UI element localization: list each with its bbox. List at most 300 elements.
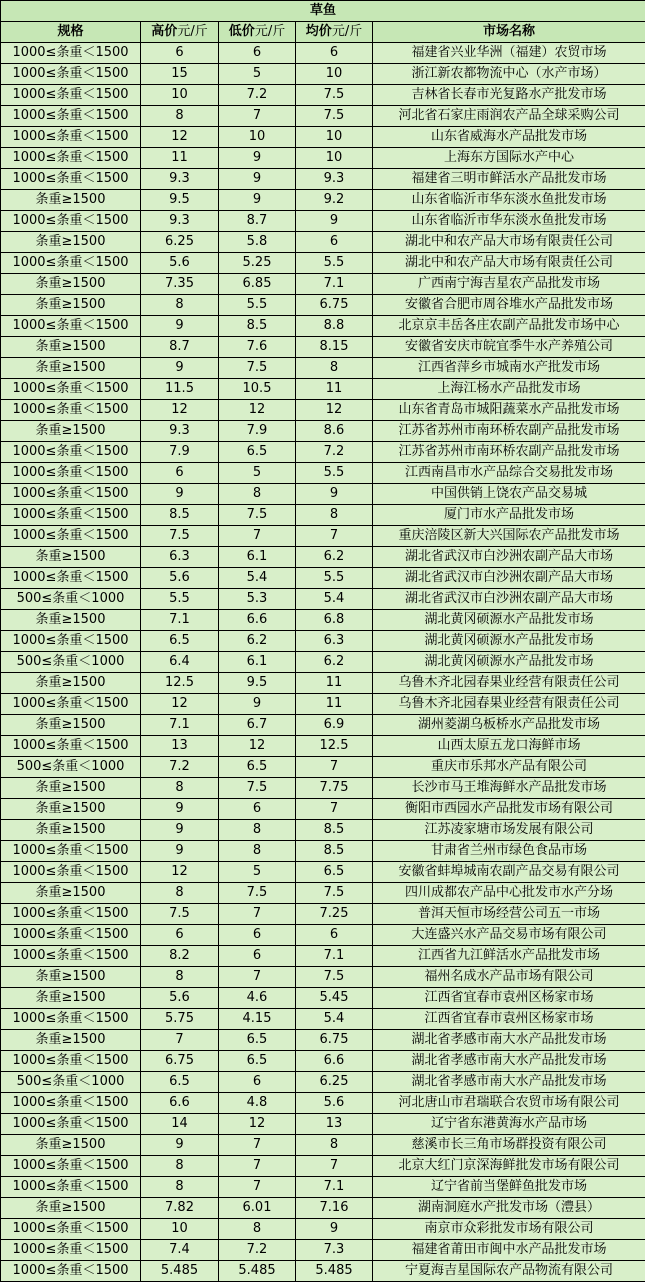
- table-row: [1, 631, 645, 652]
- table-row: [1, 358, 645, 379]
- table-row: [1, 904, 645, 925]
- spec-cell: 1000≤条重＜1500: [1, 568, 141, 589]
- spec-cell: 条重≥1500: [1, 337, 141, 358]
- high-price-cell: 8.7: [141, 337, 219, 358]
- market-name-cell: 重庆涪陵区新大兴国际农产品批发市场: [373, 526, 645, 547]
- market-name-cell: 长沙市马王堆海鲜水产品批发市场: [373, 778, 645, 799]
- low-price-cell: 5: [219, 64, 296, 85]
- low-price-cell: 7.5: [219, 883, 296, 904]
- spec-cell: 1000≤条重＜1500: [1, 904, 141, 925]
- high-price-cell: 6.75: [141, 1051, 219, 1072]
- high-price-cell: 9: [141, 841, 219, 862]
- low-price-cell: 5.3: [219, 589, 296, 610]
- avg-price-cell: 9: [296, 211, 373, 232]
- high-price-cell: 12.5: [141, 673, 219, 694]
- avg-price-cell: 12.5: [296, 736, 373, 757]
- avg-price-cell: 9: [296, 1219, 373, 1240]
- market-name-cell: 湖北省武汉市白沙洲农副产品大市场: [373, 547, 645, 568]
- avg-price-cell: 7.75: [296, 778, 373, 799]
- spec-cell: 条重≥1500: [1, 778, 141, 799]
- avg-price-cell: 8.6: [296, 421, 373, 442]
- table-row: [1, 967, 645, 988]
- spec-cell: 条重≥1500: [1, 1198, 141, 1219]
- avg-price-cell: 8.5: [296, 841, 373, 862]
- spec-cell: 1000≤条重＜1500: [1, 1177, 141, 1198]
- avg-price-cell: 7: [296, 1156, 373, 1177]
- avg-price-cell: 11: [296, 673, 373, 694]
- high-price-cell: 7.2: [141, 757, 219, 778]
- avg-price-cell: 11: [296, 379, 373, 400]
- high-price-cell: 8.5: [141, 505, 219, 526]
- header-market: 市场名称: [373, 22, 645, 43]
- avg-price-cell: 6: [296, 232, 373, 253]
- market-name-cell: 江西省九江鲜活水产品批发市场: [373, 946, 645, 967]
- high-price-cell: 5.6: [141, 988, 219, 1009]
- low-price-cell: 6.5: [219, 1051, 296, 1072]
- high-price-cell: 9: [141, 820, 219, 841]
- spec-cell: 1000≤条重＜1500: [1, 1156, 141, 1177]
- avg-price-cell: 13: [296, 1114, 373, 1135]
- header-high: [141, 22, 219, 43]
- avg-price-cell: 6.9: [296, 715, 373, 736]
- table-row: [1, 1051, 645, 1072]
- spec-cell: 1000≤条重＜1500: [1, 169, 141, 190]
- market-name-cell: 安徽省合肥市周谷堆水产品批发市场: [373, 295, 645, 316]
- spec-cell: 条重≥1500: [1, 1135, 141, 1156]
- spec-cell: 条重≥1500: [1, 1030, 141, 1051]
- high-price-cell: 6: [141, 463, 219, 484]
- spec-cell: 1000≤条重＜1500: [1, 316, 141, 337]
- table-row: [1, 862, 645, 883]
- high-price-cell: 12: [141, 400, 219, 421]
- market-name-cell: 山东省青岛市城阳蔬菜水产品批发市场: [373, 400, 645, 421]
- market-name-cell: 山东省临沂市华东淡水鱼批发市场: [373, 190, 645, 211]
- spec-cell: 1000≤条重＜1500: [1, 526, 141, 547]
- low-price-cell: 6.1: [219, 652, 296, 673]
- spec-cell: 1000≤条重＜1500: [1, 1009, 141, 1030]
- spec-cell: 条重≥1500: [1, 610, 141, 631]
- high-price-cell: 9: [141, 1135, 219, 1156]
- low-price-cell: 5: [219, 862, 296, 883]
- high-price-cell: 5.6: [141, 568, 219, 589]
- table-row: [1, 253, 645, 274]
- spec-cell: 条重≥1500: [1, 673, 141, 694]
- spec-cell: 1000≤条重＜1500: [1, 484, 141, 505]
- high-price-cell: 7.4: [141, 1240, 219, 1261]
- avg-price-cell: 5.5: [296, 463, 373, 484]
- spec-cell: 1000≤条重＜1500: [1, 43, 141, 64]
- low-price-cell: 6.5: [219, 1030, 296, 1051]
- table-row: [1, 673, 645, 694]
- table-row: [1, 820, 645, 841]
- low-price-cell: 8.7: [219, 211, 296, 232]
- avg-price-cell: 6.2: [296, 547, 373, 568]
- high-price-cell: 8: [141, 967, 219, 988]
- table-row: [1, 421, 645, 442]
- market-name-cell: 乌鲁木齐北园春果业经营有限责任公司: [373, 694, 645, 715]
- low-price-cell: 7.2: [219, 1240, 296, 1261]
- high-price-cell: 12: [141, 862, 219, 883]
- avg-price-cell: 6.6: [296, 1051, 373, 1072]
- spec-cell: 条重≥1500: [1, 190, 141, 211]
- table-row: [1, 295, 645, 316]
- market-name-cell: 河北唐山市君瑞联合农贸市场有限公司: [373, 1093, 645, 1114]
- table-row: [1, 694, 645, 715]
- table-row: [1, 211, 645, 232]
- low-price-cell: 6: [219, 799, 296, 820]
- avg-price-cell: 10: [296, 127, 373, 148]
- low-price-cell: 6: [219, 43, 296, 64]
- avg-price-cell: 7.5: [296, 85, 373, 106]
- market-name-cell: 辽宁省前当堡鲜鱼批发市场: [373, 1177, 645, 1198]
- high-price-cell: 11.5: [141, 379, 219, 400]
- avg-price-cell: 7.1: [296, 1177, 373, 1198]
- market-name-cell: 湖北黄冈硕源水产品批发市场: [373, 631, 645, 652]
- high-price-cell: 6.25: [141, 232, 219, 253]
- header-spec: 规格: [1, 22, 141, 43]
- spec-cell: 1000≤条重＜1500: [1, 631, 141, 652]
- high-price-cell: 12: [141, 127, 219, 148]
- low-price-cell: 7: [219, 904, 296, 925]
- low-price-cell: 6: [219, 946, 296, 967]
- market-name-cell: 江西省宜春市袁州区杨家市场: [373, 988, 645, 1009]
- low-price-cell: 9.5: [219, 673, 296, 694]
- avg-price-cell: 7.16: [296, 1198, 373, 1219]
- table-row: [1, 946, 645, 967]
- table-row: [1, 274, 645, 295]
- high-price-cell: 13: [141, 736, 219, 757]
- spec-cell: 条重≥1500: [1, 232, 141, 253]
- high-price-cell: 7.82: [141, 1198, 219, 1219]
- low-price-cell: 8: [219, 820, 296, 841]
- avg-price-cell: 9: [296, 484, 373, 505]
- low-price-cell: 5.8: [219, 232, 296, 253]
- header-low-label: 低价: [228, 24, 255, 39]
- low-price-cell: 5.25: [219, 253, 296, 274]
- high-price-cell: 7.1: [141, 610, 219, 631]
- market-name-cell: 衡阳市西园水产品批发市场有限公司: [373, 799, 645, 820]
- high-price-cell: 7.5: [141, 904, 219, 925]
- table-row: [1, 1114, 645, 1135]
- avg-price-cell: 7: [296, 526, 373, 547]
- table-row: [1, 505, 645, 526]
- header-avg-unit: 元/斤: [331, 24, 363, 39]
- high-price-cell: 9.3: [141, 211, 219, 232]
- market-name-cell: 江西南昌市水产品综合交易批发市场: [373, 463, 645, 484]
- avg-price-cell: 5.4: [296, 589, 373, 610]
- table-body: [1, 43, 645, 1282]
- high-price-cell: 9.5: [141, 190, 219, 211]
- low-price-cell: 5: [219, 463, 296, 484]
- market-name-cell: 慈溪市长三角市场群投资有限公司: [373, 1135, 645, 1156]
- low-price-cell: 8: [219, 841, 296, 862]
- low-price-cell: 10: [219, 127, 296, 148]
- spec-cell: 1000≤条重＜1500: [1, 400, 141, 421]
- avg-price-cell: 7: [296, 757, 373, 778]
- high-price-cell: 9.3: [141, 421, 219, 442]
- market-name-cell: 安徽省蚌埠城南农副产品交易有限公司: [373, 862, 645, 883]
- avg-price-cell: 6.3: [296, 631, 373, 652]
- table-row: [1, 232, 645, 253]
- high-price-cell: 9: [141, 316, 219, 337]
- table-row: [1, 127, 645, 148]
- market-name-cell: 宁夏海吉星国际农产品物流有限公司: [373, 1261, 645, 1282]
- avg-price-cell: 8: [296, 1135, 373, 1156]
- avg-price-cell: 8.15: [296, 337, 373, 358]
- table-row: [1, 715, 645, 736]
- avg-price-cell: 5.5: [296, 568, 373, 589]
- avg-price-cell: 9.2: [296, 190, 373, 211]
- header-row: [1, 22, 645, 43]
- low-price-cell: 6.1: [219, 547, 296, 568]
- avg-price-cell: 5.485: [296, 1261, 373, 1282]
- high-price-cell: 9: [141, 484, 219, 505]
- avg-price-cell: 6.25: [296, 1072, 373, 1093]
- high-price-cell: 8: [141, 883, 219, 904]
- avg-price-cell: 8.8: [296, 316, 373, 337]
- table-row: [1, 1156, 645, 1177]
- market-name-cell: 福建省兴业华洲（福建）农贸市场: [373, 43, 645, 64]
- low-price-cell: 10.5: [219, 379, 296, 400]
- market-name-cell: 浙江新农都物流中心（水产市场）: [373, 64, 645, 85]
- low-price-cell: 8.5: [219, 316, 296, 337]
- spec-cell: 条重≥1500: [1, 988, 141, 1009]
- table-row: [1, 736, 645, 757]
- avg-price-cell: 5.45: [296, 988, 373, 1009]
- avg-price-cell: 7.25: [296, 904, 373, 925]
- low-price-cell: 12: [219, 400, 296, 421]
- avg-price-cell: 6: [296, 925, 373, 946]
- spec-cell: 1000≤条重＜1500: [1, 925, 141, 946]
- table-row: [1, 589, 645, 610]
- table-row: [1, 925, 645, 946]
- table-title: 草鱼: [1, 1, 645, 22]
- low-price-cell: 7.5: [219, 358, 296, 379]
- spec-cell: 1000≤条重＜1500: [1, 1219, 141, 1240]
- table-row: [1, 337, 645, 358]
- high-price-cell: 8: [141, 1156, 219, 1177]
- spec-cell: 1000≤条重＜1500: [1, 841, 141, 862]
- table-row: [1, 1261, 645, 1282]
- spec-cell: 500≤条重＜1000: [1, 589, 141, 610]
- high-price-cell: 5.5: [141, 589, 219, 610]
- low-price-cell: 7.2: [219, 85, 296, 106]
- market-name-cell: 湖州菱湖乌板桥水产品批发市场: [373, 715, 645, 736]
- market-name-cell: 湖北黄冈硕源水产品批发市场: [373, 610, 645, 631]
- high-price-cell: 5.6: [141, 253, 219, 274]
- table-row: [1, 1009, 645, 1030]
- high-price-cell: 15: [141, 64, 219, 85]
- market-name-cell: 四川成都农产品中心批发市水产分场: [373, 883, 645, 904]
- spec-cell: 1000≤条重＜1500: [1, 253, 141, 274]
- avg-price-cell: 7: [296, 799, 373, 820]
- spec-cell: 1000≤条重＜1500: [1, 442, 141, 463]
- low-price-cell: 7: [219, 106, 296, 127]
- spec-cell: 1000≤条重＜1500: [1, 1093, 141, 1114]
- market-name-cell: 福州名成水产品市场有限公司: [373, 967, 645, 988]
- spec-cell: 条重≥1500: [1, 295, 141, 316]
- header-avg-label: 均价: [305, 24, 332, 39]
- table-row: [1, 43, 645, 64]
- high-price-cell: 5.75: [141, 1009, 219, 1030]
- high-price-cell: 7.35: [141, 274, 219, 295]
- low-price-cell: 8: [219, 484, 296, 505]
- low-price-cell: 12: [219, 736, 296, 757]
- market-name-cell: 山东省临沂市华东淡水鱼批发市场: [373, 211, 645, 232]
- low-price-cell: 7.5: [219, 505, 296, 526]
- spec-cell: 1000≤条重＜1500: [1, 1114, 141, 1135]
- low-price-cell: 7.5: [219, 778, 296, 799]
- table-row: [1, 757, 645, 778]
- low-price-cell: 7.6: [219, 337, 296, 358]
- market-name-cell: 乌鲁木齐北园春果业经营有限责任公司: [373, 673, 645, 694]
- low-price-cell: 4.15: [219, 1009, 296, 1030]
- header-low-unit: 元/斤: [254, 24, 286, 39]
- table-row: [1, 841, 645, 862]
- market-name-cell: 江西省萍乡市城南水产批发市场: [373, 358, 645, 379]
- avg-price-cell: 7.5: [296, 967, 373, 988]
- low-price-cell: 7: [219, 1156, 296, 1177]
- table-row: [1, 1219, 645, 1240]
- avg-price-cell: 10: [296, 64, 373, 85]
- high-price-cell: 7.5: [141, 526, 219, 547]
- spec-cell: 1000≤条重＜1500: [1, 379, 141, 400]
- table-row: [1, 64, 645, 85]
- high-price-cell: 9: [141, 358, 219, 379]
- high-price-cell: 7: [141, 1030, 219, 1051]
- table-row: [1, 1198, 645, 1219]
- high-price-cell: 6.6: [141, 1093, 219, 1114]
- low-price-cell: 6.7: [219, 715, 296, 736]
- table-row: [1, 1030, 645, 1051]
- table-row: [1, 106, 645, 127]
- table-row: [1, 1135, 645, 1156]
- spec-cell: 500≤条重＜1000: [1, 757, 141, 778]
- market-name-cell: 安徽省安庆市皖宜季牛水产养殖公司: [373, 337, 645, 358]
- low-price-cell: 12: [219, 1114, 296, 1135]
- market-name-cell: 江苏省苏州市南环桥农副产品批发市场: [373, 442, 645, 463]
- table-row: [1, 1093, 645, 1114]
- table-row: [1, 1240, 645, 1261]
- market-name-cell: 福建省莆田市闽中水产品批发市场: [373, 1240, 645, 1261]
- high-price-cell: 11: [141, 148, 219, 169]
- high-price-cell: 7.1: [141, 715, 219, 736]
- header-low: [219, 22, 296, 43]
- table-row: [1, 1177, 645, 1198]
- market-name-cell: 南京市众彩批发市场有限公司: [373, 1219, 645, 1240]
- low-price-cell: 6.01: [219, 1198, 296, 1219]
- high-price-cell: 12: [141, 694, 219, 715]
- avg-price-cell: 12: [296, 400, 373, 421]
- table-row: [1, 799, 645, 820]
- table-row: [1, 568, 645, 589]
- high-price-cell: 8: [141, 778, 219, 799]
- high-price-cell: 6: [141, 925, 219, 946]
- table-row: [1, 484, 645, 505]
- market-name-cell: 湖北省孝感市南大水产品批发市场: [373, 1030, 645, 1051]
- spec-cell: 500≤条重＜1000: [1, 652, 141, 673]
- market-name-cell: 重庆市乐邦水产品有限公司: [373, 757, 645, 778]
- low-price-cell: 9: [219, 694, 296, 715]
- market-name-cell: 湖北省武汉市白沙洲农副产品大市场: [373, 568, 645, 589]
- market-name-cell: 湖北省孝感市南大水产品批发市场: [373, 1051, 645, 1072]
- avg-price-cell: 7.5: [296, 106, 373, 127]
- high-price-cell: 8.2: [141, 946, 219, 967]
- market-name-cell: 江苏凌家塘市场发展有限公司: [373, 820, 645, 841]
- avg-price-cell: 5.5: [296, 253, 373, 274]
- spec-cell: 条重≥1500: [1, 358, 141, 379]
- market-name-cell: 江西省宜春市袁州区杨家市场: [373, 1009, 645, 1030]
- market-name-cell: 上海东方国际水产中心: [373, 148, 645, 169]
- market-name-cell: 湖北中和农产品大市场有限责任公司: [373, 232, 645, 253]
- header-high-unit: 元/斤: [177, 24, 208, 39]
- low-price-cell: 9: [219, 148, 296, 169]
- market-name-cell: 江苏省苏州市南环桥农副产品批发市场: [373, 421, 645, 442]
- spec-cell: 1000≤条重＜1500: [1, 694, 141, 715]
- spec-cell: 1000≤条重＜1500: [1, 862, 141, 883]
- market-name-cell: 湖南洞庭水产批发市场（澧县）: [373, 1198, 645, 1219]
- spec-cell: 条重≥1500: [1, 967, 141, 988]
- spec-cell: 条重≥1500: [1, 274, 141, 295]
- market-name-cell: 吉林省长春市光复路水产批发市场: [373, 85, 645, 106]
- spec-cell: 条重≥1500: [1, 799, 141, 820]
- high-price-cell: 8: [141, 295, 219, 316]
- spec-cell: 条重≥1500: [1, 715, 141, 736]
- market-name-cell: 北京大红门京深海鲜批发市场有限公司: [373, 1156, 645, 1177]
- market-name-cell: 湖北中和农产品大市场有限责任公司: [373, 253, 645, 274]
- market-name-cell: 大连盛兴水产品交易市场有限公司: [373, 925, 645, 946]
- table-row: [1, 1072, 645, 1093]
- high-price-cell: 6.5: [141, 1072, 219, 1093]
- avg-price-cell: 11: [296, 694, 373, 715]
- high-price-cell: 9: [141, 799, 219, 820]
- market-name-cell: 广西南宁海吉星农产品批发市场: [373, 274, 645, 295]
- table-row: [1, 85, 645, 106]
- low-price-cell: 4.8: [219, 1093, 296, 1114]
- spec-cell: 1000≤条重＜1500: [1, 1261, 141, 1282]
- market-name-cell: 湖北省武汉市白沙洲农副产品大市场: [373, 589, 645, 610]
- spec-cell: 1000≤条重＜1500: [1, 1240, 141, 1261]
- low-price-cell: 7: [219, 1135, 296, 1156]
- spec-cell: 1000≤条重＜1500: [1, 64, 141, 85]
- low-price-cell: 4.6: [219, 988, 296, 1009]
- low-price-cell: 6.85: [219, 274, 296, 295]
- high-price-cell: 8: [141, 106, 219, 127]
- spec-cell: 条重≥1500: [1, 547, 141, 568]
- table-row: [1, 547, 645, 568]
- low-price-cell: 7: [219, 1177, 296, 1198]
- low-price-cell: 8: [219, 1219, 296, 1240]
- low-price-cell: 6.2: [219, 631, 296, 652]
- table-row: [1, 190, 645, 211]
- table-row: [1, 526, 645, 547]
- spec-cell: 1000≤条重＜1500: [1, 946, 141, 967]
- market-name-cell: 湖北黄冈硕源水产品批发市场: [373, 652, 645, 673]
- table-row: [1, 379, 645, 400]
- low-price-cell: 7.9: [219, 421, 296, 442]
- market-name-cell: 北京京丰岳各庄农副产品批发市场中心: [373, 316, 645, 337]
- high-price-cell: 6.4: [141, 652, 219, 673]
- low-price-cell: 7: [219, 967, 296, 988]
- spec-cell: 1000≤条重＜1500: [1, 106, 141, 127]
- table-row: [1, 883, 645, 904]
- avg-price-cell: 5.6: [296, 1093, 373, 1114]
- avg-price-cell: 7.2: [296, 442, 373, 463]
- avg-price-cell: 6: [296, 43, 373, 64]
- high-price-cell: 9.3: [141, 169, 219, 190]
- spec-cell: 1000≤条重＜1500: [1, 148, 141, 169]
- market-name-cell: 山东省威海水产品批发市场: [373, 127, 645, 148]
